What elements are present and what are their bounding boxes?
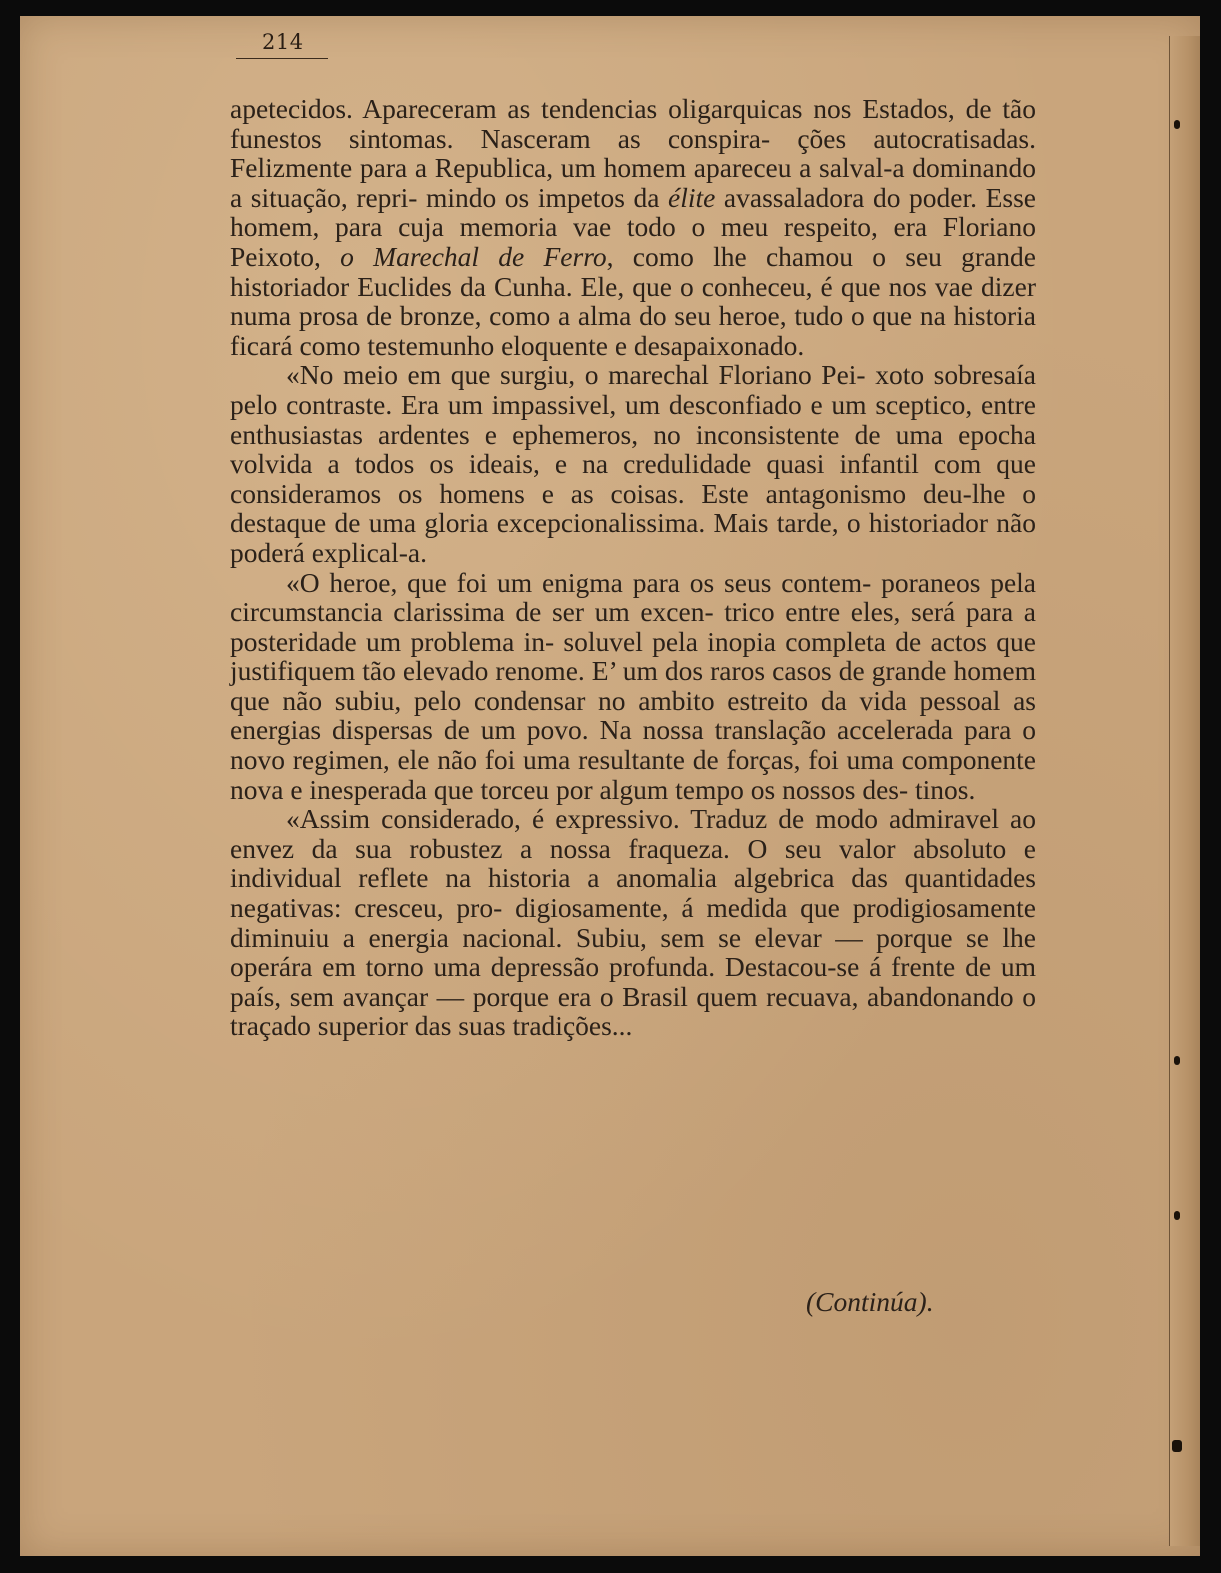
italic-run: élite [668,181,716,213]
page-number-rule [236,58,328,59]
edge-mark [1174,1211,1180,1220]
paragraph [230,94,1036,360]
paragraph [230,568,1036,805]
italic-run: o Marechal de Ferro [340,240,607,272]
body-text [230,94,1036,1041]
paragraph [230,360,1036,567]
edge-mark [1172,1440,1182,1452]
continua-note: (Continúa). [806,1286,934,1317]
text-run: «No meio em que surgiu, o marechal Floriano Pei- xoto sobresaía pelo contraste. Era um impassivel, um desconfiado e um sceptico, entre enthusiastas ardentes e ephemeros, no inconsistente de uma epocha volvida a todos os ideais, e na credulidade quasi infantil com que consideramos os homens e as coisas. Este antagonismo deu-lhe o destaque de uma gloria excepcionalissima. Mais tarde, o historiador não poderá explical-a. [230,359,1036,568]
text-run: «Assim considerado, é expressivo. Traduz de modo admiravel ao envez da sua robustez a nossa fraqueza. O seu valor absoluto e individual reflete na historia a anomalia algebrica das quantidades negativas: cresceu, pro- digiosamente, á medida que prodigiosamente diminuiu a energia nacional. Subiu, sem se elevar — porque se lhe operára em torno uma depressão profunda. Destacou-se á frente de um país, sem avançar — porque era o Brasil quem recuava, abandonando o traçado superior das suas tradições... [230,803,1036,1042]
text-run: avassaladora do poder. Esse homem, para cuja memoria vae todo o meu respeito, era Floriano Peixoto, [230,181,1036,272]
page-edge-strip [1169,36,1200,1546]
edge-mark [1174,120,1180,129]
edge-mark [1174,1056,1180,1065]
text-run: , como lhe chamou o seu grande historiador Euclides da Cunha. Ele, que o conheceu, é que nos vae dizer numa prosa de bronze, como a alma do seu heroe, tudo o que na historia ficará como testemunho eloquente e desapaixonado. [230,240,1036,361]
paragraph [230,804,1036,1041]
page-number: 214 [262,30,304,54]
book-page [20,16,1200,1556]
text-run: «O heroe, que foi um enigma para os seus contem- poraneos pela circumstancia clarissima de ser um excen- trico entre eles, será para a posteridade um problema in- soluvel pela inopia completa de actos que justifiquem tão elevado renome. E’ um dos raros casos de grande homem que não subiu, pelo condensar no ambito estreito da vida pessoal as energias dispersas de um povo. Na nossa translação accelerada para o novo regimen, ele não foi uma resultante de forças, foi uma componente nova e inesperada que torceu por algum tempo os nossos des- tinos. [230,566,1036,805]
text-run: apetecidos. Apareceram as tendencias oligarquicas nos Estados, de tão funestos sintomas. Nasceram as conspira- ções autocratisadas. Felizmente para a Republica, um homem apareceu a salval-a dominando a situação, repri- mindo os impetos da [230,93,1036,213]
